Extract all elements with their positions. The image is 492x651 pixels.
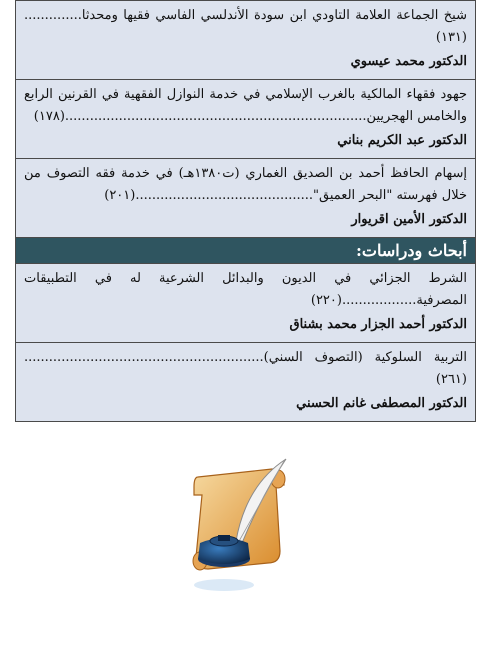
entry-title: إسهام الحافظ أحمد بن الصديق الغماري (ت١٣٨٠هـ) في خدمة فقه التصوف من خلال فهرسته "البحر العميق"...........................................(٢٠١) xyxy=(24,166,467,203)
entry-author: الدكتور المصطفى غانم الحسني xyxy=(296,396,467,411)
table-of-contents xyxy=(15,0,476,422)
entry-title: جهود فقهاء المالكية بالغرب الإسلامي في خدمة النوازل الفقهية في القرنين الرابع والخامس الهجريين.........................................................................(١٧٨) xyxy=(24,87,467,124)
entry-author: الدكتور أحمد الجزار محمد بشناق xyxy=(289,317,467,332)
entry-author: الدكتور الأمين اقريوار xyxy=(351,212,467,227)
toc-entry xyxy=(15,80,476,159)
toc-entry xyxy=(15,0,476,80)
section-header: أبحاث ودراسات: xyxy=(15,238,476,264)
entry-author: الدكتور محمد عيسوي xyxy=(350,54,467,69)
toc-entry xyxy=(15,159,476,238)
scroll-quill-ink-icon xyxy=(180,455,300,605)
entry-title: الشرط الجزائي في الديون والبدائل الشرعية له في التطبيقات المصرفية..................(٢٢٠) xyxy=(24,271,467,308)
entry-title: التربية السلوكية (التصوف السني)..........................................................(٢٦١) xyxy=(24,350,467,387)
toc-entry xyxy=(15,264,476,343)
entry-author: الدكتور عبد الكريم بناني xyxy=(337,133,467,148)
entry-title: شيخ الجماعة العلامة التاودي ابن سودة الأندلسي الفاسي فقيها ومحدثا..............(١٣١) xyxy=(24,8,467,45)
toc-entry xyxy=(15,343,476,422)
